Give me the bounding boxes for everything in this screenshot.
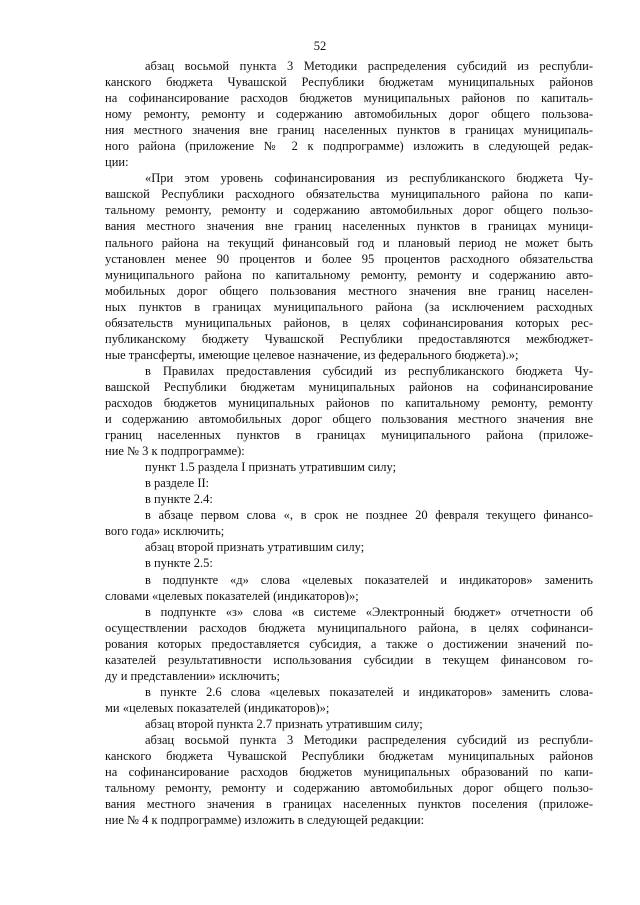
text-line: рования которых предоставляется субсидия, а также о достижении значений по- [105, 636, 593, 651]
text-line: канского бюджета Чувашской Республики бюджетам муниципальных районов [105, 75, 593, 90]
text-line: ми «целевых показателей (индикаторов)»; [105, 700, 330, 715]
paragraph [105, 459, 593, 475]
text-line: ного района (приложение № 2 к подпрограмме) изложить в следующей редак- [105, 139, 593, 154]
text-line: обязательств муниципальных районов, в целях софинансирования которых рес- [105, 315, 593, 330]
paragraph [105, 716, 593, 732]
paragraph [105, 572, 593, 604]
text-line: вого года» исключить; [105, 524, 225, 539]
text-line: ции: [105, 155, 129, 170]
text-line: абзац восьмой пункта 3 Методики распределения субсидий из республи- [145, 732, 593, 747]
text-line: муниципального района по капитальному ремонту, ремонту и содержанию авто- [105, 267, 593, 282]
text-line: на софинансирование расходов бюджетов муниципальных образований по капи- [105, 765, 593, 780]
document-body [105, 58, 593, 828]
paragraph [105, 507, 593, 539]
text-line: пального района на текущий финансовый год и плановый период не может быть [105, 235, 593, 250]
text-line: абзац второй признать утратившим силу; [145, 540, 365, 555]
text-line: ние № 3 к подпрограмме): [105, 444, 245, 459]
text-line: абзац восьмой пункта 3 Методики распределения субсидий из республи- [145, 59, 593, 73]
text-line: канского бюджета Чувашской Республики бюджетам муниципальных районов [105, 749, 593, 764]
text-line: ду и представлении» исключить; [105, 668, 280, 683]
text-line: вашской Республики бюджетам муниципальных районов на софинансирование [105, 379, 593, 394]
paragraph [105, 555, 593, 571]
text-line: тальному ремонту, ремонту и содержанию автомобильных дорог общего пользо- [105, 781, 593, 796]
text-line: в Правилах предоставления субсидий из республиканского бюджета Чу- [145, 363, 593, 378]
paragraph [105, 539, 593, 555]
text-line: границ населенных пунктов в границах муниципального района (приложе- [105, 428, 593, 443]
text-line: ние № 4 к подпрограмме) изложить в следующей редакции: [105, 813, 425, 828]
text-line: словами «целевых показателей (индикаторов)»; [105, 588, 359, 603]
text-line: в пункте 2.5: [145, 556, 213, 571]
text-line: осуществлении расходов бюджета муниципального района, в целях софинанси- [105, 620, 593, 635]
text-line: установлен менее 90 процентов и более 95 процентов расходного обязательства [105, 251, 593, 266]
text-line: абзац второй пункта 2.7 признать утратившим силу; [145, 716, 423, 731]
text-line: вания местного значения в границах населенных пунктов поселения (приложе- [105, 797, 593, 812]
text-line: вания местного значения вне границ населенных пунктов в границах муници- [105, 219, 593, 234]
text-line: и содержанию автомобильных дорог общего пользования местного значения вне [105, 412, 593, 427]
paragraph [105, 58, 593, 170]
text-line: в разделе II: [145, 476, 210, 491]
text-line: в подпункте «з» слова «в системе «Электронный бюджет» отчетности об [145, 604, 593, 619]
text-line: тальному ремонту, ремонту и содержанию автомобильных дорог общего пользо- [105, 203, 593, 218]
paragraph [105, 491, 593, 507]
paragraph [105, 363, 593, 459]
text-line: в пункте 2.6 слова «целевых показателей и индикаторов» заменить слова- [145, 684, 593, 699]
text-line: мобильных дорог общего пользования местного значения вне границ населен- [105, 283, 593, 298]
text-line: ные трансферты, имеющие целевое назначение, из федерального бюджета).»; [105, 347, 519, 362]
paragraph [105, 170, 593, 363]
text-line: ному ремонту, ремонту и содержанию автомобильных дорог общего пользова- [105, 107, 593, 122]
paragraph [105, 475, 593, 491]
text-line: на софинансирование расходов бюджетов муниципальных районов по капиталь- [105, 91, 593, 106]
text-line: пункт 1.5 раздела I признать утратившим силу; [145, 460, 397, 475]
text-line: в пункте 2.4: [145, 492, 213, 507]
text-line: вашской Республики расходного обязательства муниципального района по капи- [105, 187, 593, 202]
text-line: в абзаце первом слова «, в срок не позднее 20 февраля текущего финансо- [145, 508, 593, 523]
text-line: «При этом уровень софинансирования из республиканского бюджета Чу- [145, 171, 593, 186]
text-line: казателей результативности использования субсидии в текущем финансовом го- [105, 652, 593, 667]
text-line: публиканскому бюджету Чувашской Республики предоставляются межбюджет- [105, 331, 593, 346]
paragraph [105, 732, 593, 828]
paragraph [105, 604, 593, 684]
paragraph [105, 684, 593, 716]
text-line: в подпункте «д» слова «целевых показателей и индикаторов» заменить [145, 572, 593, 587]
text-line: ния местного значения вне границ населенных пунктов в границах муниципаль- [105, 123, 593, 138]
text-line: расходов бюджетов муниципальных районов по капитальному ремонту, ремонту [105, 395, 593, 410]
text-line: ных пунктов в границах муниципального района (за исключением расходных [105, 299, 593, 314]
page-number: 52 [313, 39, 327, 53]
